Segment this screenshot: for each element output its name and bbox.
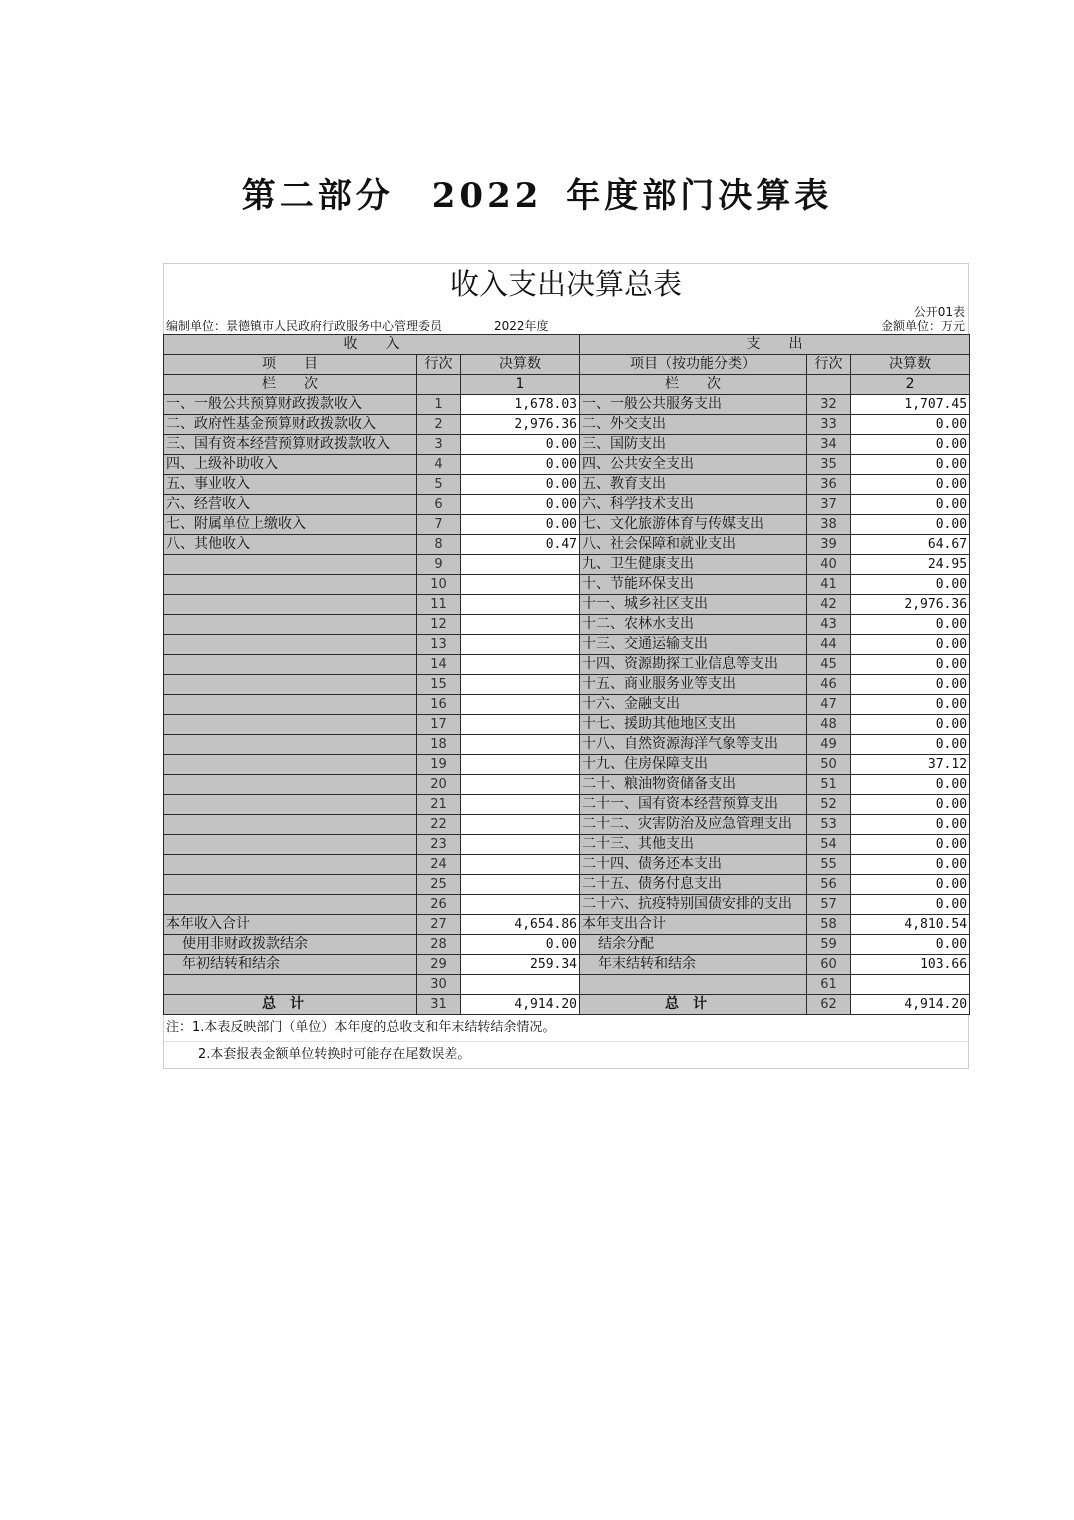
income-item (164, 735, 417, 755)
form-code: 公开01表 (913, 305, 965, 319)
compiling-unit: 编制单位：景德镇市人民政府行政服务中心管理委员 (166, 319, 443, 333)
table-row (164, 735, 970, 755)
expense-amount: 64.67 (851, 535, 970, 555)
table-row (164, 475, 970, 495)
income-amount: 0.00 (461, 475, 580, 495)
expense-amount: 0.00 (851, 675, 970, 695)
expense-amount: 0.00 (851, 475, 970, 495)
income-line-no: 13 (417, 635, 461, 655)
income-amount (461, 835, 580, 855)
income-item: 本年收入合计 (164, 915, 417, 935)
expense-line-no: 62 (807, 995, 851, 1015)
income-amount (461, 615, 580, 635)
expense-line-no: 37 (807, 495, 851, 515)
expense-item: 二十五、债务付息支出 (580, 875, 807, 895)
income-line-no: 5 (417, 475, 461, 495)
expense-item: 结余分配 (580, 935, 807, 955)
income-line-no: 8 (417, 535, 461, 555)
income-amount (461, 775, 580, 795)
income-amount (461, 755, 580, 775)
expense-amount-header: 决算数 (851, 355, 970, 375)
income-amount (461, 895, 580, 915)
income-amount (461, 855, 580, 875)
table-row (164, 415, 970, 435)
summary-row (164, 955, 970, 975)
table-row (164, 895, 970, 915)
income-line-no: 28 (417, 935, 461, 955)
expense-line-no: 36 (807, 475, 851, 495)
table-row (164, 815, 970, 835)
income-item (164, 715, 417, 735)
expense-item: 九、卫生健康支出 (580, 555, 807, 575)
income-line-no: 29 (417, 955, 461, 975)
table-row (164, 555, 970, 575)
table-row (164, 635, 970, 655)
income-amount (461, 975, 580, 995)
income-line-no: 25 (417, 875, 461, 895)
income-amount: 0.00 (461, 495, 580, 515)
expense-item: 五、教育支出 (580, 475, 807, 495)
expense-item: 二十三、其他支出 (580, 835, 807, 855)
income-line-no: 15 (417, 675, 461, 695)
table-title: 收入支出决算总表 (163, 263, 969, 300)
expense-item: 四、公共安全支出 (580, 455, 807, 475)
table-row (164, 675, 970, 695)
expense-item: 十九、住房保障支出 (580, 755, 807, 775)
expense-amount: 0.00 (851, 415, 970, 435)
expense-amount: 0.00 (851, 435, 970, 455)
income-amount: 0.00 (461, 935, 580, 955)
expense-amount: 0.00 (851, 815, 970, 835)
income-item (164, 675, 417, 695)
expense-amount: 103.66 (851, 955, 970, 975)
expense-line-no: 45 (807, 655, 851, 675)
income-line-no: 20 (417, 775, 461, 795)
income-line-no: 19 (417, 755, 461, 775)
expense-item (580, 975, 807, 995)
expense-amount: 0.00 (851, 455, 970, 475)
expense-item: 二十一、国有资本经营预算支出 (580, 795, 807, 815)
income-section-header: 收 入 (164, 335, 580, 355)
income-amount: 2,976.36 (461, 415, 580, 435)
expense-item: 十六、金融支出 (580, 695, 807, 715)
expense-line-no: 50 (807, 755, 851, 775)
income-item (164, 975, 417, 995)
income-line-no: 23 (417, 835, 461, 855)
income-amount: 1,678.03 (461, 395, 580, 415)
expense-line-no: 54 (807, 835, 851, 855)
summary-row (164, 915, 970, 935)
income-line-no: 22 (417, 815, 461, 835)
income-item: 年初结转和结余 (164, 955, 417, 975)
expense-amount: 0.00 (851, 795, 970, 815)
expense-item: 年末结转和结余 (580, 955, 807, 975)
income-line-no: 10 (417, 575, 461, 595)
income-amount (461, 575, 580, 595)
expense-item: 总计 (580, 995, 807, 1015)
income-line-no: 1 (417, 395, 461, 415)
income-item (164, 895, 417, 915)
expense-amount: 24.95 (851, 555, 970, 575)
expense-column-label: 栏 次 (580, 375, 807, 395)
table-row (164, 695, 970, 715)
expense-item: 二十、粮油物资储备支出 (580, 775, 807, 795)
expense-item: 六、科学技术支出 (580, 495, 807, 515)
income-line-no: 26 (417, 895, 461, 915)
expense-item: 二十四、债务还本支出 (580, 855, 807, 875)
page-title: 第二部分 2022 年度部门决算表 (241, 176, 833, 216)
expense-amount: 0.00 (851, 735, 970, 755)
expense-line-no: 42 (807, 595, 851, 615)
expense-line-no: 58 (807, 915, 851, 935)
income-amount (461, 815, 580, 835)
income-item: 二、政府性基金预算财政拨款收入 (164, 415, 417, 435)
summary-row (164, 935, 970, 955)
expense-amount: 0.00 (851, 835, 970, 855)
table-row (164, 615, 970, 635)
income-line-no: 24 (417, 855, 461, 875)
expense-amount: 0.00 (851, 655, 970, 675)
table-row (164, 495, 970, 515)
income-item: 六、经营收入 (164, 495, 417, 515)
expense-amount: 2,976.36 (851, 595, 970, 615)
expense-line-no: 35 (807, 455, 851, 475)
expense-amount (851, 975, 970, 995)
table-row (164, 875, 970, 895)
table-meta (163, 300, 969, 334)
expense-line-no: 40 (807, 555, 851, 575)
expense-item: 十三、交通运输支出 (580, 635, 807, 655)
note-2: 2.本套报表金额单位转换时可能存在尾数误差。 (164, 1041, 968, 1068)
income-line-no: 21 (417, 795, 461, 815)
expense-line-no: 46 (807, 675, 851, 695)
table-row (164, 655, 970, 675)
expense-item: 二十二、灾害防治及应急管理支出 (580, 815, 807, 835)
expense-item-header: 项目（按功能分类） (580, 355, 807, 375)
expense-amount: 0.00 (851, 775, 970, 795)
expense-line-no: 44 (807, 635, 851, 655)
expense-item: 本年支出合计 (580, 915, 807, 935)
income-amount (461, 695, 580, 715)
expense-item: 十八、自然资源海洋气象等支出 (580, 735, 807, 755)
table-row (164, 535, 970, 555)
income-amount: 4,654.86 (461, 915, 580, 935)
expense-column-blank (807, 375, 851, 395)
income-line-no: 14 (417, 655, 461, 675)
income-amount (461, 875, 580, 895)
income-expense-table (163, 334, 970, 1015)
table-body (164, 395, 970, 1015)
income-line-no: 12 (417, 615, 461, 635)
expense-item: 二、外交支出 (580, 415, 807, 435)
expense-line-no: 61 (807, 975, 851, 995)
table-row (164, 715, 970, 735)
expense-line-no: 53 (807, 815, 851, 835)
income-item-header: 项 目 (164, 355, 417, 375)
income-amount (461, 595, 580, 615)
expense-item: 三、国防支出 (580, 435, 807, 455)
expense-line-no: 52 (807, 795, 851, 815)
income-item (164, 835, 417, 855)
income-item: 八、其他收入 (164, 535, 417, 555)
income-line-no: 31 (417, 995, 461, 1015)
income-amount (461, 735, 580, 755)
table-row (164, 575, 970, 595)
income-item (164, 855, 417, 875)
expense-amount: 1,707.45 (851, 395, 970, 415)
income-amount (461, 675, 580, 695)
expense-line-no: 39 (807, 535, 851, 555)
table-row (164, 855, 970, 875)
income-item: 总计 (164, 995, 417, 1015)
income-column-number: 1 (461, 375, 580, 395)
income-item (164, 575, 417, 595)
expense-line-no: 34 (807, 435, 851, 455)
expense-amount: 0.00 (851, 935, 970, 955)
expense-line-no: 48 (807, 715, 851, 735)
expense-section-header: 支 出 (580, 335, 970, 355)
expense-amount: 37.12 (851, 755, 970, 775)
expense-line-no: 49 (807, 735, 851, 755)
expense-line-no: 57 (807, 895, 851, 915)
expense-line-no: 33 (807, 415, 851, 435)
income-line-header: 行次 (417, 355, 461, 375)
table-row (164, 395, 970, 415)
expense-amount: 0.00 (851, 695, 970, 715)
income-amount (461, 635, 580, 655)
income-item: 四、上级补助收入 (164, 455, 417, 475)
income-item (164, 635, 417, 655)
income-item (164, 815, 417, 835)
income-item (164, 695, 417, 715)
expense-amount: 0.00 (851, 895, 970, 915)
table-row (164, 435, 970, 455)
income-item (164, 555, 417, 575)
income-item (164, 615, 417, 635)
income-column-blank (417, 375, 461, 395)
expense-line-no: 43 (807, 615, 851, 635)
expense-amount: 0.00 (851, 855, 970, 875)
income-item: 三、国有资本经营预算财政拨款收入 (164, 435, 417, 455)
income-amount: 0.47 (461, 535, 580, 555)
expense-line-no: 60 (807, 955, 851, 975)
amount-unit: 金额单位：万元 (880, 319, 965, 333)
expense-line-no: 59 (807, 935, 851, 955)
expense-amount: 4,810.54 (851, 915, 970, 935)
expense-item: 二十六、抗疫特别国债安排的支出 (580, 895, 807, 915)
total-row (164, 995, 970, 1015)
expense-item: 八、社会保障和就业支出 (580, 535, 807, 555)
expense-line-no: 56 (807, 875, 851, 895)
income-line-no: 17 (417, 715, 461, 735)
income-amount-header: 决算数 (461, 355, 580, 375)
expense-line-no: 41 (807, 575, 851, 595)
column-header-row (164, 355, 970, 375)
summary-row (164, 975, 970, 995)
table-row (164, 755, 970, 775)
expense-item: 十五、商业服务业等支出 (580, 675, 807, 695)
section-header-row (164, 335, 970, 355)
income-line-no: 16 (417, 695, 461, 715)
income-item (164, 775, 417, 795)
income-item (164, 655, 417, 675)
income-item: 五、事业收入 (164, 475, 417, 495)
expense-item: 十二、农林水支出 (580, 615, 807, 635)
expense-item: 十四、资源勘探工业信息等支出 (580, 655, 807, 675)
expense-amount: 0.00 (851, 875, 970, 895)
column-index-row (164, 375, 970, 395)
table-row (164, 775, 970, 795)
expense-line-no: 55 (807, 855, 851, 875)
expense-amount: 0.00 (851, 635, 970, 655)
table-row (164, 515, 970, 535)
income-amount: 259.34 (461, 955, 580, 975)
income-line-no: 18 (417, 735, 461, 755)
expense-item: 十七、援助其他地区支出 (580, 715, 807, 735)
budget-sheet (163, 263, 969, 1069)
expense-amount: 0.00 (851, 515, 970, 535)
expense-line-no: 51 (807, 775, 851, 795)
expense-item: 十一、城乡社区支出 (580, 595, 807, 615)
income-line-no: 6 (417, 495, 461, 515)
expense-item: 七、文化旅游体育与传媒支出 (580, 515, 807, 535)
income-line-no: 2 (417, 415, 461, 435)
table-row (164, 455, 970, 475)
expense-amount: 4,914.20 (851, 995, 970, 1015)
income-line-no: 9 (417, 555, 461, 575)
expense-line-no: 32 (807, 395, 851, 415)
report-year: 2022年度 (494, 319, 549, 333)
notes (163, 1015, 969, 1069)
income-item (164, 755, 417, 775)
income-item: 七、附属单位上缴收入 (164, 515, 417, 535)
income-amount (461, 715, 580, 735)
income-item (164, 875, 417, 895)
income-amount (461, 655, 580, 675)
note-1: 注：1.本表反映部门（单位）本年度的总收支和年末结转结余情况。 (166, 1020, 556, 1035)
income-amount (461, 795, 580, 815)
table-row (164, 835, 970, 855)
expense-amount: 0.00 (851, 495, 970, 515)
expense-line-header: 行次 (807, 355, 851, 375)
expense-line-no: 47 (807, 695, 851, 715)
income-line-no: 27 (417, 915, 461, 935)
expense-amount: 0.00 (851, 715, 970, 735)
income-item: 一、一般公共预算财政拨款收入 (164, 395, 417, 415)
income-amount: 0.00 (461, 435, 580, 455)
expense-item: 一、一般公共服务支出 (580, 395, 807, 415)
income-column-label: 栏 次 (164, 375, 417, 395)
expense-line-no: 38 (807, 515, 851, 535)
income-line-no: 3 (417, 435, 461, 455)
income-line-no: 30 (417, 975, 461, 995)
income-line-no: 7 (417, 515, 461, 535)
income-amount: 0.00 (461, 455, 580, 475)
income-line-no: 11 (417, 595, 461, 615)
income-line-no: 4 (417, 455, 461, 475)
expense-amount: 0.00 (851, 615, 970, 635)
income-item: 使用非财政拨款结余 (164, 935, 417, 955)
income-item (164, 595, 417, 615)
expense-item: 十、节能环保支出 (580, 575, 807, 595)
expense-amount: 0.00 (851, 575, 970, 595)
table-row (164, 595, 970, 615)
income-amount: 4,914.20 (461, 995, 580, 1015)
income-item (164, 795, 417, 815)
table-row (164, 795, 970, 815)
expense-column-number: 2 (851, 375, 970, 395)
income-amount: 0.00 (461, 515, 580, 535)
income-amount (461, 555, 580, 575)
